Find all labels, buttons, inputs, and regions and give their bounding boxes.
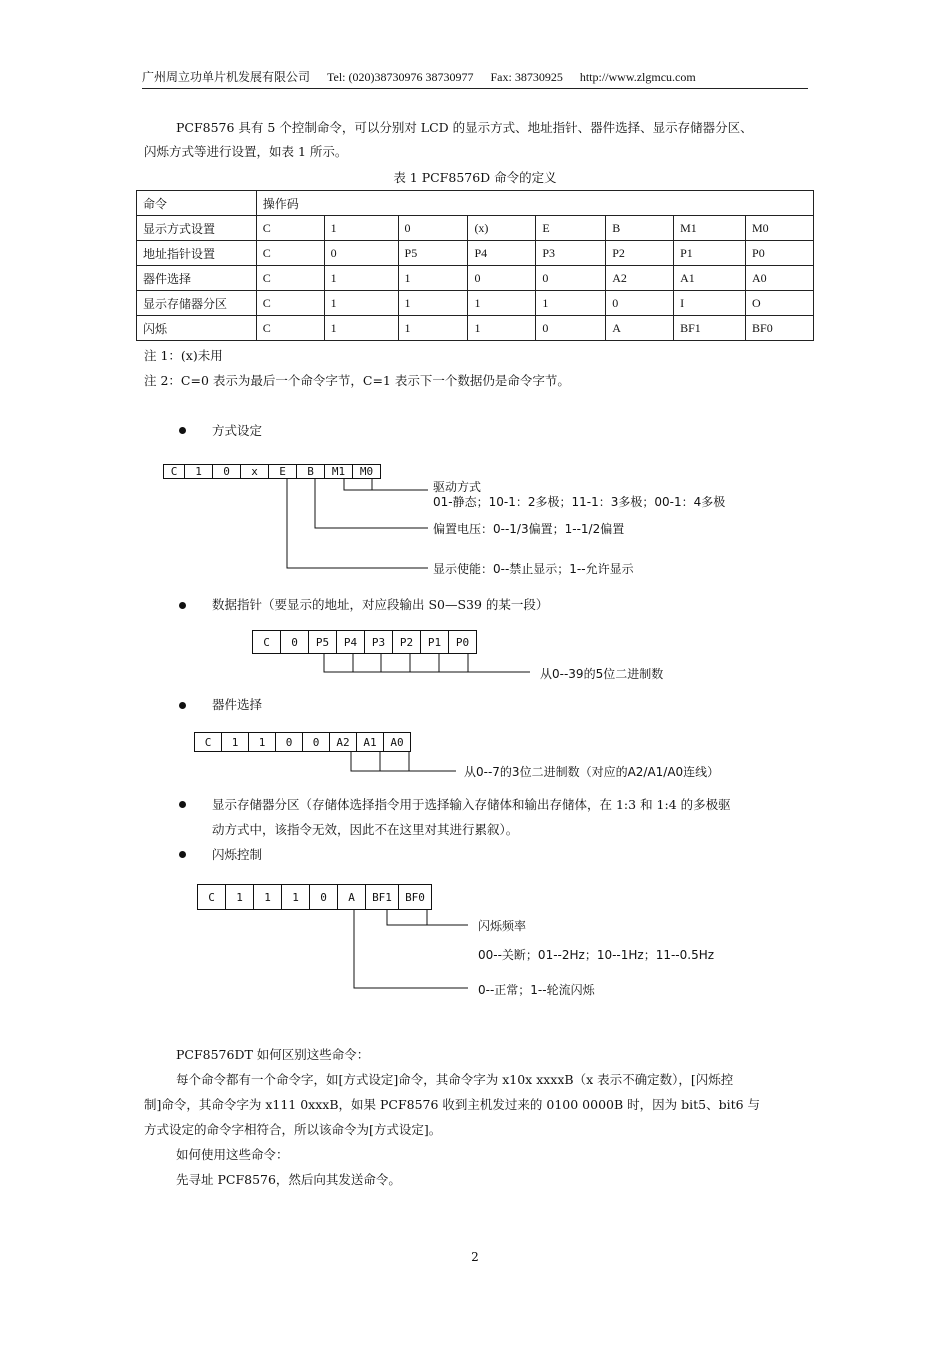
bit-cell: C <box>198 885 226 910</box>
bit-cell: 0 <box>303 733 330 752</box>
bit-diagram-mode <box>163 464 381 479</box>
table-cell: 地址指针设置 <box>137 241 257 266</box>
tail-line: 每个命令都有一个命令字，如[方式设定]命令，其命令字为 x10x xxxxB（x 表示不确定数），[闪烁控 <box>176 1072 734 1087</box>
table-cell: P4 <box>468 241 536 266</box>
table-header-cell: 操作码 <box>256 191 813 216</box>
section-title: 方式设定 <box>212 423 263 438</box>
table-cell: C <box>256 216 324 241</box>
table-cell: P2 <box>606 241 674 266</box>
table-cell: 闪烁 <box>137 316 257 341</box>
note-1: 注 1：(x)未用 <box>144 348 223 363</box>
bit-cell: BF1 <box>366 885 399 910</box>
bit-cell: 1 <box>226 885 254 910</box>
intro-line-1: PCF8576 具有 5 个控制命令，可以分别对 LCD 的显示方式、地址指针、器件选择、显示存储器分区、 <box>176 120 753 135</box>
annotation-address-range: 从0--39的5位二进制数 <box>540 667 664 681</box>
table-cell: P0 <box>746 241 814 266</box>
bullet-icon <box>179 851 186 858</box>
table-cell: C <box>256 291 324 316</box>
table-cell: P3 <box>536 241 606 266</box>
tail-line: 如何使用这些命令： <box>176 1147 289 1162</box>
telephone: Tel: (020)38730976 38730977 <box>327 70 474 84</box>
section-title: 闪烁控制 <box>212 847 263 862</box>
bit-cell: 0 <box>281 631 309 654</box>
annotation-blink-frequency: 闪烁频率 <box>478 919 527 933</box>
table-cell: BF1 <box>674 316 746 341</box>
table-cell: 0 <box>324 241 398 266</box>
website-url: http://www.zlgmcu.com <box>579 70 696 84</box>
bit-cell: 1 <box>254 885 282 910</box>
bit-cell: P4 <box>337 631 365 654</box>
bit-cell: 1 <box>222 733 249 752</box>
table-cell: 0 <box>468 266 536 291</box>
bit-cell: C <box>253 631 281 654</box>
annotation-blink-frequency-values: 00--关断；01--2Hz；10--1Hz；11--0.5Hz <box>478 948 715 962</box>
tail-line: 方式设定的命令字相符合，所以该命令为[方式设定]。 <box>144 1122 442 1137</box>
table-cell: M1 <box>674 216 746 241</box>
annotation-drive-mode: 驱动方式 <box>433 480 482 494</box>
table-cell: 1 <box>324 316 398 341</box>
bit-cell: A0 <box>384 733 411 752</box>
table-cell: E <box>536 216 606 241</box>
bit-cell: C <box>164 465 185 479</box>
table-cell: A <box>606 316 674 341</box>
table-cell: 1 <box>536 291 606 316</box>
annotation-bias-voltage: 偏置电压：0--1/3偏置；1--1/2偏置 <box>433 522 625 536</box>
table-cell: C <box>256 241 324 266</box>
bit-diagram-pointer <box>252 630 477 654</box>
table-cell: I <box>674 291 746 316</box>
bullet-icon <box>179 602 186 609</box>
tail-line: PCF8576DT 如何区别这些命令： <box>176 1047 370 1062</box>
bit-cell: x <box>241 465 269 479</box>
table-cell: C <box>256 316 324 341</box>
page-number: 2 <box>471 1250 479 1264</box>
bit-diagram-blink <box>197 884 432 910</box>
table-cell: 显示方式设置 <box>137 216 257 241</box>
bit-cell: 1 <box>185 465 213 479</box>
bit-cell: P1 <box>421 631 449 654</box>
table-cell: A0 <box>746 266 814 291</box>
annotation-drive-mode-values: 01-静态；10-1：2多极；11-1：3多极；00-1：4多极 <box>433 495 726 509</box>
tail-line: 先寻址 PCF8576，然后向其发送命令。 <box>176 1172 401 1187</box>
tail-line: 制]命令，其命令字为 x111 0xxxB，如果 PCF8576 收到主机发过来的 0100 0000B 时，因为 bit5、bit6 与 <box>144 1097 761 1112</box>
section-title: 数据指针（要显示的地址，对应段输出 S0—S39 的某一段） <box>212 597 549 612</box>
bit-cell: 0 <box>310 885 338 910</box>
annotation-display-enable: 显示使能：0--禁止显示；1--允许显示 <box>433 562 634 576</box>
bit-cell: 0 <box>213 465 241 479</box>
table-cell: 0 <box>536 266 606 291</box>
bit-cell: E <box>269 465 297 479</box>
bit-cell: 1 <box>249 733 276 752</box>
fax: Fax: 38730925 <box>490 70 563 84</box>
bullet-icon <box>179 801 186 808</box>
table-cell: 显示存储器分区 <box>137 291 257 316</box>
bit-diagram-device-select <box>194 732 411 752</box>
table-cell: 0 <box>398 216 468 241</box>
table-cell: BF0 <box>746 316 814 341</box>
table-cell: 1 <box>398 291 468 316</box>
annotation-alternate-blink: 0--正常；1--轮流闪烁 <box>478 983 595 997</box>
bit-cell: P3 <box>365 631 393 654</box>
intro-line-2: 闪烁方式等进行设置，如表 1 所示。 <box>144 144 348 159</box>
table-cell: A2 <box>606 266 674 291</box>
table-header-cell: 命令 <box>137 191 257 216</box>
table-cell: 0 <box>606 291 674 316</box>
annotation-device-range: 从0--7的3位二进制数（对应的A2/A1/A0连线） <box>464 765 720 779</box>
table-cell: P1 <box>674 241 746 266</box>
bit-cell: 1 <box>282 885 310 910</box>
bit-cell: C <box>195 733 222 752</box>
table-cell: A1 <box>674 266 746 291</box>
table-cell: B <box>606 216 674 241</box>
bullet-icon <box>179 702 186 709</box>
bit-cell: A <box>338 885 366 910</box>
bit-cell: B <box>297 465 325 479</box>
bit-cell: M0 <box>353 465 381 479</box>
company-name: 广州周立功单片机发展有限公司 <box>142 70 311 84</box>
bit-cell: A1 <box>357 733 384 752</box>
section-title: 器件选择 <box>212 697 263 712</box>
table-cell: 1 <box>468 316 536 341</box>
bit-cell: P2 <box>393 631 421 654</box>
bit-cell: 0 <box>276 733 303 752</box>
note-2: 注 2：C=0 表示为最后一个命令字节，C=1 表示下一个数据仍是命令字节。 <box>144 373 570 388</box>
bit-cell: P0 <box>449 631 477 654</box>
table-cell: 器件选择 <box>137 266 257 291</box>
table-cell: 1 <box>398 266 468 291</box>
table-cell: 1 <box>324 266 398 291</box>
table-cell: P5 <box>398 241 468 266</box>
bit-cell: BF0 <box>399 885 432 910</box>
table-cell: O <box>746 291 814 316</box>
section-4-line-1: 显示存储器分区（存储体选择指令用于选择输入存储体和输出存储体，在 1:3 和 1:4 的多极驱 <box>212 797 731 812</box>
section-4-line-2: 动方式中，该指令无效，因此不在这里对其进行累叙）。 <box>212 822 519 837</box>
table-cell: 0 <box>536 316 606 341</box>
table-cell: C <box>256 266 324 291</box>
table-caption: 表 1 PCF8576D 命令的定义 <box>393 170 557 185</box>
table-cell: 1 <box>324 216 398 241</box>
table-cell: 1 <box>398 316 468 341</box>
table-cell: (x) <box>468 216 536 241</box>
table-cell: M0 <box>746 216 814 241</box>
bit-cell: M1 <box>325 465 353 479</box>
bullet-icon <box>179 427 186 434</box>
bit-cell: P5 <box>309 631 337 654</box>
table-cell: 1 <box>468 291 536 316</box>
bit-cell: A2 <box>330 733 357 752</box>
table-cell: 1 <box>324 291 398 316</box>
